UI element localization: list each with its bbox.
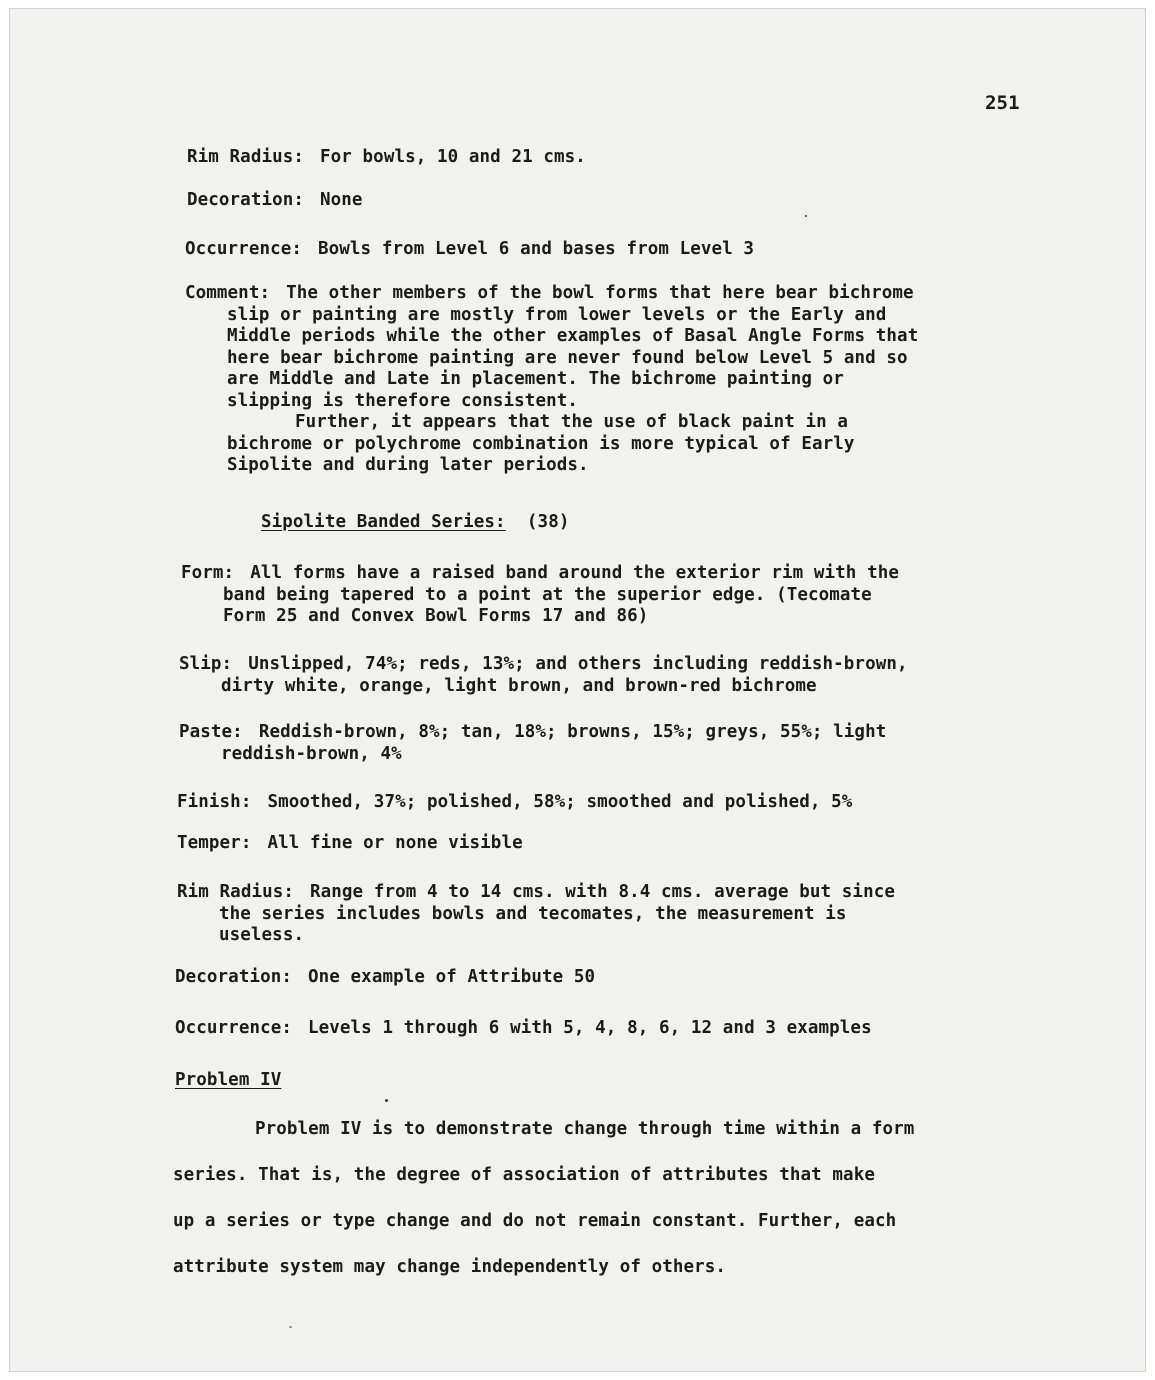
comment-line: Middle periods while the other examples of Basal Angle Forms that — [227, 326, 919, 346]
entry-paste — [179, 722, 886, 765]
problem-line: Problem IV is to demonstrate change through time within a form — [255, 1119, 915, 1139]
slip-line: Unslipped, 74%; reds, 13%; and others including reddish-brown, — [248, 654, 908, 674]
entry-text: Bowls from Level 6 and bases from Level 3 — [318, 239, 755, 259]
entry-term: Occurrence: — [185, 239, 302, 259]
scanned-page — [9, 8, 1146, 1372]
entry-rim-radius-b — [177, 882, 895, 947]
entry-temper — [177, 831, 523, 855]
entry-term: Rim Radius: — [177, 882, 294, 902]
entry-slip — [179, 654, 908, 697]
entry-rim-radius-a — [187, 145, 586, 169]
entry-decoration-b — [175, 965, 595, 989]
entry-occurrence-a — [185, 237, 754, 261]
entry-form — [181, 563, 899, 628]
problem-line: attribute system may change independently of others. — [173, 1257, 727, 1277]
entry-term: Paste: — [179, 722, 243, 742]
problem-line: series. That is, the degree of association of attributes that make — [173, 1165, 875, 1185]
entry-text: Levels 1 through 6 with 5, 4, 8, 6, 12 and 3 examples — [308, 1018, 872, 1038]
entry-text: All fine or none visible — [267, 833, 523, 853]
rim-radius-line: the series includes bowls and tecomates, the measurement is — [219, 903, 847, 924]
scan-speck — [289, 1326, 292, 1328]
entry-term: Slip: — [179, 654, 233, 674]
entry-term: Comment: — [185, 283, 271, 303]
series-count: (38) — [526, 512, 570, 532]
entry-text: For bowls, 10 and 21 cms. — [320, 147, 586, 167]
paste-line: reddish-brown, 4% — [221, 743, 402, 764]
paste-line: Reddish-brown, 8%; tan, 18%; browns, 15%; greys, 55%; light — [258, 722, 887, 742]
entry-term: Temper: — [177, 833, 252, 853]
scan-speck — [385, 1099, 388, 1102]
comment-line: Sipolite and during later periods. — [227, 455, 589, 475]
entry-term: Decoration: — [175, 967, 292, 987]
entry-occurrence-b — [175, 1016, 872, 1040]
rim-radius-line: Range from 4 to 14 cms. with 8.4 cms. average but since — [310, 882, 895, 902]
entry-finish — [177, 790, 852, 814]
series-heading — [261, 510, 569, 534]
comment-line: slip or painting are mostly from lower levels or the Early and — [227, 304, 887, 325]
comment-line: The other members of the bowl forms that here bear bichrome — [286, 283, 914, 303]
problem-line: up a series or type change and do not remain constant. Further, each — [173, 1211, 897, 1231]
entry-text: Smoothed, 37%; polished, 58%; smoothed and polished, 5% — [267, 792, 853, 812]
problem-body — [173, 1106, 914, 1290]
entry-term: Occurrence: — [175, 1018, 292, 1038]
comment-line: slipping is therefore consistent. — [227, 390, 578, 411]
entry-decoration-a — [187, 188, 363, 212]
problem-heading: Problem IV — [175, 1070, 282, 1090]
comment-line: Further, it appears that the use of black paint in a — [295, 412, 849, 432]
entry-term: Form: — [181, 563, 235, 583]
entry-text: One example of Attribute 50 — [308, 967, 596, 987]
entry-term: Finish: — [177, 792, 252, 812]
comment-line: bichrome or polychrome combination is more typical of Early — [227, 433, 855, 454]
form-line: Form 25 and Convex Bowl Forms 17 and 86) — [223, 606, 649, 626]
entry-comment — [185, 283, 918, 477]
entry-text: None — [320, 190, 363, 210]
page-number: 251 — [985, 92, 1020, 114]
entry-term: Rim Radius: — [187, 147, 304, 167]
form-line: All forms have a raised band around the exterior rim with the — [250, 563, 899, 583]
form-line: band being tapered to a point at the superior edge. (Tecomate — [223, 584, 872, 605]
entry-term: Decoration: — [187, 190, 304, 210]
series-title: Sipolite Banded Series: — [261, 512, 506, 532]
comment-line: are Middle and Late in placement. The bichrome painting or — [227, 369, 844, 389]
rim-radius-line: useless. — [219, 925, 305, 945]
scan-speck — [805, 215, 807, 217]
comment-line: here bear bichrome painting are never found below Level 5 and so — [227, 347, 908, 368]
slip-line: dirty white, orange, light brown, and brown-red bichrome — [221, 675, 817, 696]
